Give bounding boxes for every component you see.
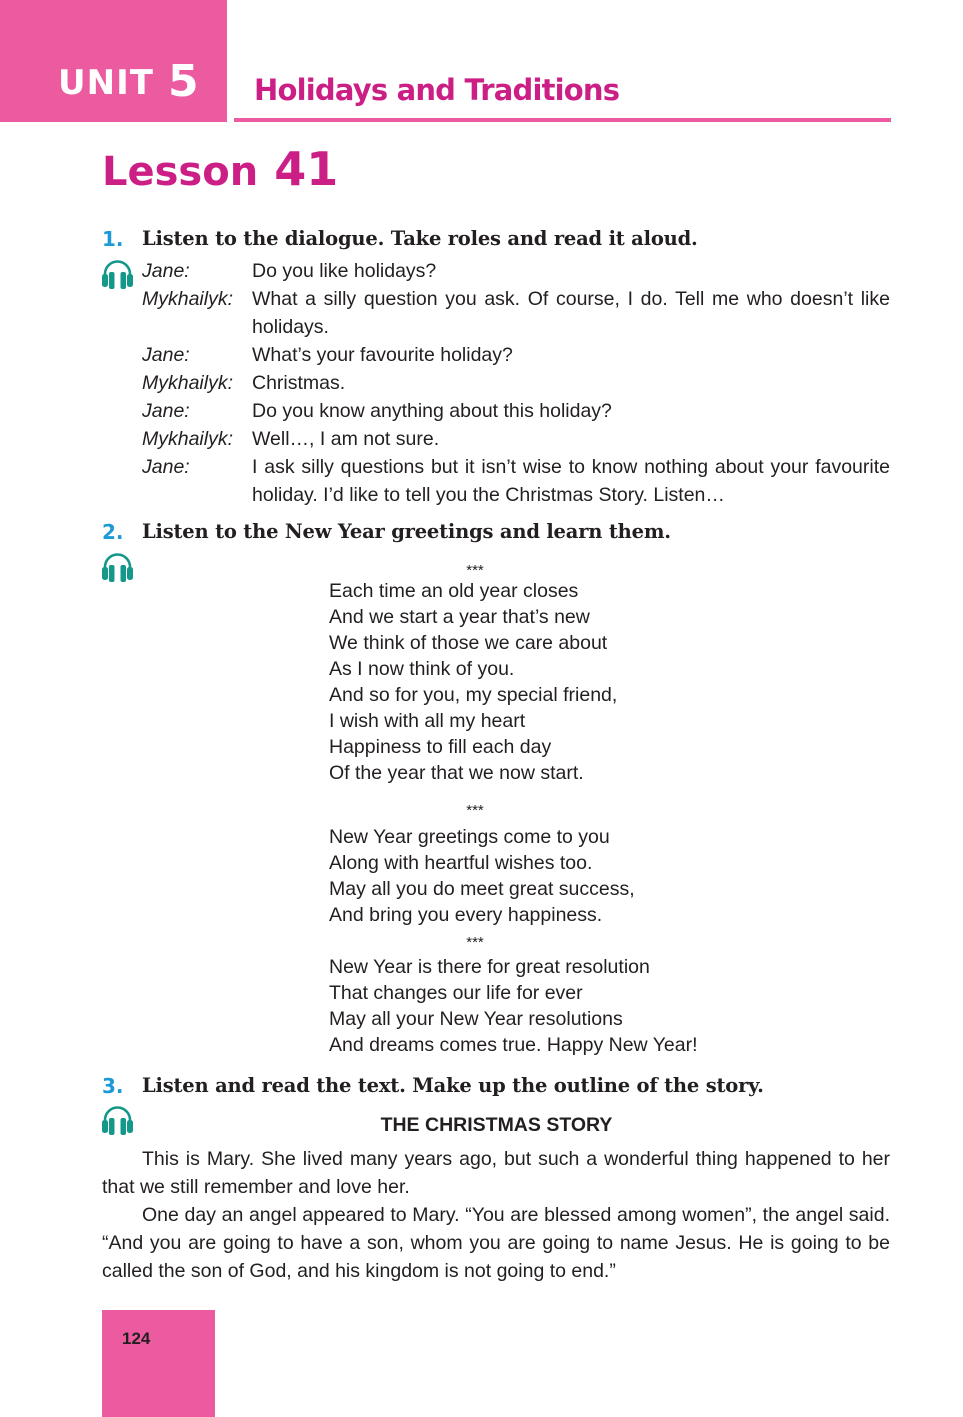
dialogue-line: What’s your favourite holiday? (252, 344, 513, 366)
poem-line: New Year is there for great resolution (329, 956, 650, 978)
stanza-separator: *** (466, 562, 484, 579)
poem-line: And so for you, my special friend, (329, 684, 618, 706)
poem-line: As I now think of you. (329, 658, 515, 680)
lesson-label: Lesson (102, 149, 259, 195)
task-instruction: Listen to the dialogue. Take roles and read it aloud. (142, 227, 698, 250)
unit-label: UNIT (58, 63, 154, 103)
dialogue-line: Do you like holidays? (252, 260, 437, 282)
poem-stanza (329, 578, 617, 786)
headphones-icon[interactable] (101, 259, 134, 290)
unit-title: Holidays and Traditions (254, 73, 620, 107)
dialogue-speaker: Jane: (142, 260, 190, 282)
task-instruction: Listen and read the text. Make up the outline of the story. (142, 1074, 764, 1097)
dialogue-line: Well…, I am not sure. (252, 428, 440, 450)
poem-stanza (329, 954, 698, 1058)
poem-line: And bring you every happiness. (329, 904, 603, 926)
lesson-number: 41 (274, 142, 339, 196)
poem-line: Along with heartful wishes too. (329, 852, 593, 874)
dialogue-line: Christmas. (252, 372, 346, 394)
task-instruction: Listen to the New Year greetings and learn them. (142, 520, 671, 543)
task-number: 2. (102, 520, 124, 544)
dialogue-speaker: Mykhailyk: (142, 428, 234, 450)
poem-line: And dreams comes true. Happy New Year! (329, 1034, 698, 1056)
dialogue-line: What a silly question you ask. Of course, I do. Tell me who doesn’t like holidays. (252, 288, 890, 338)
poem-line: I wish with all my heart (329, 710, 526, 732)
story-paragraph: One day an angel appeared to Mary. “You are blessed among women”, the angel said. “And you are going to have a son, whom you are going to name Jesus. He is going to be called the son of God, and his kingdom is not going to end.” (102, 1204, 890, 1282)
lesson-title (102, 142, 339, 196)
dialogue-speaker: Jane: (142, 456, 190, 478)
header-divider (234, 118, 891, 122)
poem-line: May all your New Year resolutions (329, 1008, 623, 1030)
poem-line: And we start a year that’s new (329, 606, 590, 628)
poem-line: May all you do meet great success, (329, 878, 635, 900)
dialogue-line: I ask silly questions but it isn’t wise to know nothing about your favourite holiday. I’d like to tell you the Christmas Story. Listen… (252, 456, 890, 506)
task-number: 1. (102, 227, 124, 251)
story-paragraph: This is Mary. She lived many years ago, but such a wonderful thing happened to her that we still remember and love her. (102, 1148, 890, 1198)
dialogue-speaker: Mykhailyk: (142, 288, 234, 310)
poem-line: We think of those we care about (329, 632, 608, 654)
poem-line: Happiness to fill each day (329, 736, 552, 758)
dialogue-speaker: Jane: (142, 400, 190, 422)
stanza-separator: *** (466, 802, 484, 819)
poem-line: New Year greetings come to you (329, 826, 610, 848)
dialogue-speaker: Jane: (142, 344, 190, 366)
stanza-separator: *** (466, 934, 484, 951)
dialogue-line: Do you know anything about this holiday? (252, 400, 612, 422)
page-number-tab (102, 1310, 215, 1417)
headphones-icon[interactable] (101, 552, 134, 583)
poem-line: Each time an old year closes (329, 580, 579, 602)
unit-number: 5 (168, 56, 199, 107)
poem-line: Of the year that we now start. (329, 762, 584, 784)
story-title: THE CHRISTMAS STORY (380, 1114, 613, 1136)
dialogue-speaker: Mykhailyk: (142, 372, 234, 394)
page-number: 124 (122, 1329, 151, 1348)
task-number: 3. (102, 1074, 124, 1098)
poem-stanza (329, 824, 635, 928)
poem-line: That changes our life for ever (329, 982, 583, 1004)
